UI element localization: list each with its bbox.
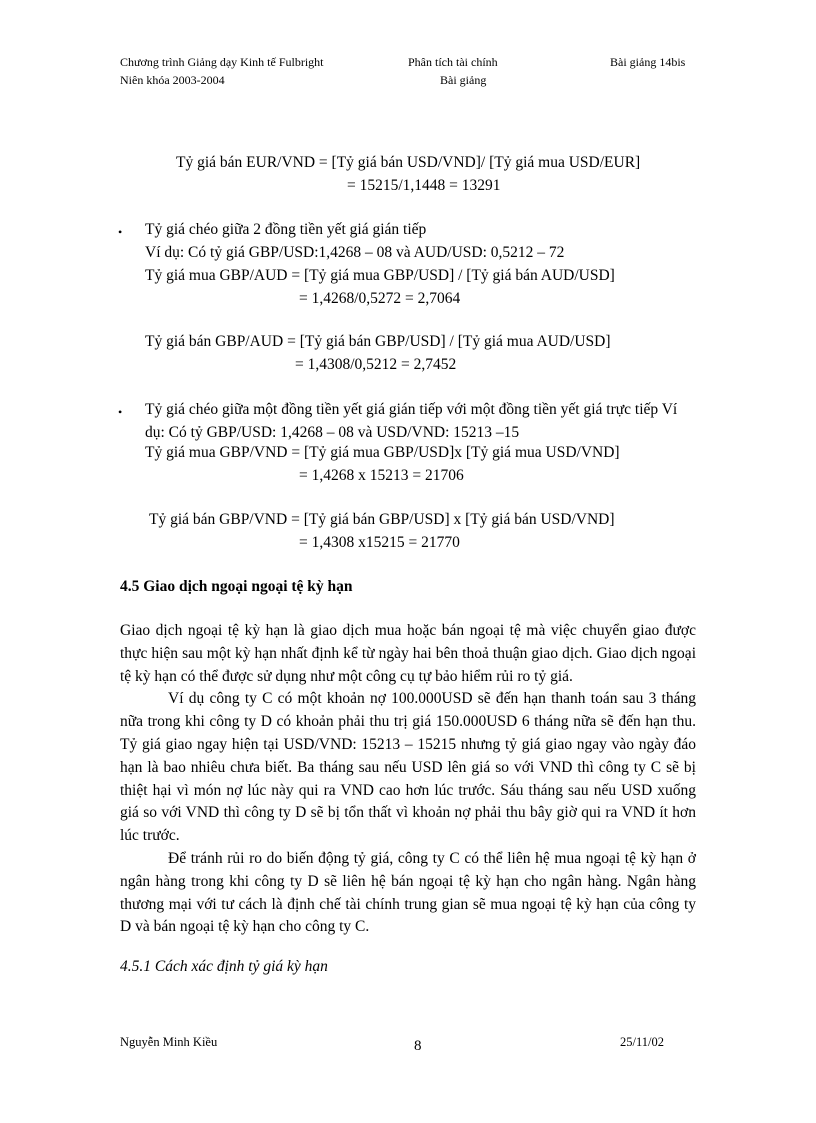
bullet2-example: dụ: Có tỷ GBP/USD: 1,4268 – 08 và USD/VND: 15213 –15 xyxy=(145,424,520,441)
section-body xyxy=(120,620,696,939)
page-number: 8 xyxy=(414,1038,422,1054)
bullet1-buy-formula: Tỷ giá mua GBP/AUD = [Tỷ giá mua GBP/USD] / [Tỷ giá bán AUD/USD] xyxy=(145,267,615,284)
formula-eur-vnd: Tỷ giá bán EUR/VND = [Tỷ giá bán USD/VND]/ [Tỷ giá mua USD/EUR] xyxy=(176,154,641,171)
bullet2-buy-formula: Tỷ giá mua GBP/VND = [Tỷ giá mua GBP/USD]x [Tỷ giá mua USD/VND] xyxy=(145,444,620,461)
paragraph-1: Giao dịch ngoại tệ kỳ hạn là giao dịch mua hoặc bán ngoại tệ mà việc chuyển giao được thực hiện sau một kỳ hạn nhất định kể từ ngày hai bên thoả thuận giao dịch. Giao dịch ngoại tệ kỳ hạn có thể được sử dụng như một công cụ tự bảo hiểm rủi ro tỷ giá. xyxy=(120,622,696,685)
bullet1-buy-result: = 1,4268/0,5272 = 2,7064 xyxy=(299,290,461,307)
bullet2-sell-result: = 1,4308 x15215 = 21770 xyxy=(299,534,460,551)
section-heading: 4.5 Giao dịch ngoại ngoại tệ kỳ hạn xyxy=(120,578,353,595)
footer-date: 25/11/02 xyxy=(620,1035,664,1049)
bullet1-sell-result: = 1,4308/0,5212 = 2,7452 xyxy=(295,356,457,373)
bullet-icon: • xyxy=(118,405,123,419)
header-course: Phân tích tài chính xyxy=(408,55,498,69)
bullet1-title: Tỷ giá chéo giữa 2 đồng tiền yết giá gián tiếp xyxy=(145,221,427,238)
header-program: Chương trình Giảng dạy Kinh tế Fulbright xyxy=(120,55,324,69)
formula-eur-vnd-result: = 15215/1,1448 = 13291 xyxy=(347,177,501,194)
bullet1-example: Ví dụ: Có tỷ giá GBP/USD:1,4268 – 08 và AUD/USD: 0,5212 – 72 xyxy=(145,244,565,261)
footer-author: Nguyễn Minh Kiều xyxy=(120,1035,218,1049)
bullet1-sell-formula: Tỷ giá bán GBP/AUD = [Tỷ giá bán GBP/USD] / [Tỷ giá mua AUD/USD] xyxy=(145,333,611,350)
header-type: Bài giảng xyxy=(440,73,487,87)
bullet2-buy-result: = 1,4268 x 15213 = 21706 xyxy=(299,467,464,484)
bullet2-title: Tỷ giá chéo giữa một đồng tiền yết giá gián tiếp với một đồng tiền yết giá trực tiếp Ví xyxy=(145,401,678,418)
bullet-icon: • xyxy=(118,225,123,239)
bullet2-sell-formula: Tỷ giá bán GBP/VND = [Tỷ giá bán GBP/USD] x [Tỷ giá bán USD/VND] xyxy=(149,511,615,528)
header-lecture: Bài giảng 14bis xyxy=(610,55,686,69)
header-year: Niên khóa 2003-2004 xyxy=(120,73,225,87)
subsection-heading: 4.5.1 Cách xác định tỷ giá kỳ hạn xyxy=(120,958,328,975)
paragraph-3: Để tránh rủi ro do biến động tỷ giá, công ty C có thể liên hệ mua ngoại tệ kỳ hạn ở ngân hàng trong khi công ty D sẽ liên hệ bán ngoại tệ kỳ hạn cho ngân hàng. Ngân hàng thương mại với tư cách là định chế tài chính trung gian sẽ mua ngoại tệ kỳ hạn của công ty D và bán ngoại tệ kỳ hạn cho công ty C. xyxy=(120,849,696,936)
paragraph-2: Ví dụ công ty C có một khoản nợ 100.000USD sẽ đến hạn thanh toán sau 3 tháng nữa trong khi công ty D có khoản phải thu trị giá 150.000USD 6 tháng nữa sẽ đến hạn thu. Tỷ giá giao ngay hiện tại USD/VND: 15213 – 15215 nhưng tỷ giá giao ngay vào ngày đáo hạn là bao nhiêu chưa biết. Ba tháng sau nếu USD lên giá so với VND thì công ty C sẽ bị thiệt hại vì món nợ lúc này qui ra VND cao hơn lúc trước. Sáu tháng sau nếu USD xuống giá so với VND thì công ty D sẽ bị tổn thất vì khoản nợ phải thu bây giờ qui ra VND ít hơn lúc trước. xyxy=(120,690,696,845)
